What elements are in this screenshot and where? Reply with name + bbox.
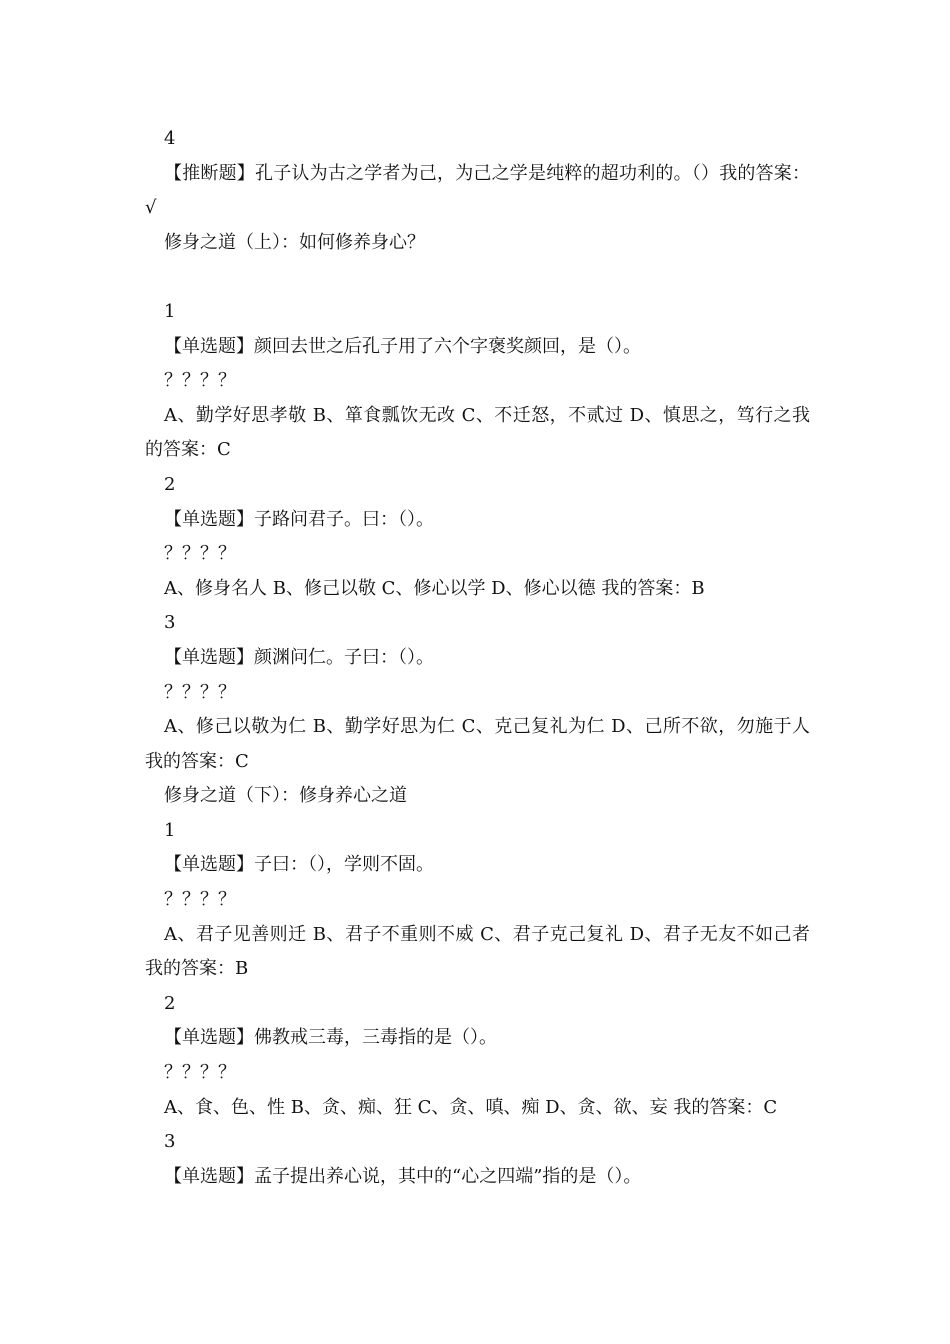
- question-number: 1: [164, 300, 176, 322]
- blank-line: [145, 260, 810, 295]
- placeholder-marks: ？？？？: [164, 681, 236, 703]
- question-text: 【单选题】佛教戒三毒，三毒指的是（）。: [164, 1027, 497, 1049]
- question-number: 3: [164, 1131, 176, 1153]
- section-heading: 修身之道（上）：如何修养身心？: [164, 231, 425, 253]
- question-text: 【单选题】子路问君子。曰：（）。: [164, 508, 434, 530]
- question-text: 【推断题】孔子认为古之学者为己，为己之学是纯粹的超功利的。（）我的答案：√: [145, 162, 810, 219]
- document-body: [145, 122, 810, 1194]
- answer-options: A、勤学好思孝敬 B、箪食瓢饮无改 C、不迁怒，不贰过 D、慎思之，笃行之我的答案：C: [145, 404, 810, 461]
- question-text: 【单选题】颜回去世之后孔子用了六个字褒奖颜回，是（）。: [164, 335, 641, 357]
- question-number: 4: [164, 128, 176, 149]
- question-text: 【单选题】子曰：（），学则不固。: [164, 854, 434, 876]
- answer-options: A、食、色、性 B、贪、痴、狂 C、贪、嗔、痴 D、贪、欲、妄 我的答案：C: [164, 1096, 778, 1118]
- placeholder-marks: ？？？？: [164, 889, 236, 911]
- placeholder-marks: ？？？？: [164, 543, 236, 565]
- question-number: 3: [164, 612, 176, 634]
- answer-options: A、君子见善则迁 B、君子不重则不威 C、君子克己复礼 D、君子无友不如己者 我的答案：B: [145, 923, 810, 980]
- placeholder-marks: ？？？？: [164, 1062, 236, 1084]
- question-number: 1: [164, 819, 176, 841]
- question-number: 2: [164, 473, 176, 495]
- section-heading: 修身之道（下）：修身养心之道: [164, 785, 407, 807]
- answer-options: A、修己以敬为仁 B、勤学好思为仁 C、克己复礼为仁 D、己所不欲，勿施于人 我的答案：C: [145, 716, 810, 772]
- question-number: 2: [164, 992, 176, 1014]
- question-text: 【单选题】颜渊问仁。子曰：（）。: [164, 646, 434, 668]
- answer-options: A、修身名人 B、修己以敬 C、修心以学 D、修心以德 我的答案：B: [164, 577, 705, 599]
- question-text: 【单选题】孟子提出养心说，其中的“心之四端”指的是（）。: [164, 1165, 642, 1187]
- placeholder-marks: ？？？？: [164, 370, 236, 392]
